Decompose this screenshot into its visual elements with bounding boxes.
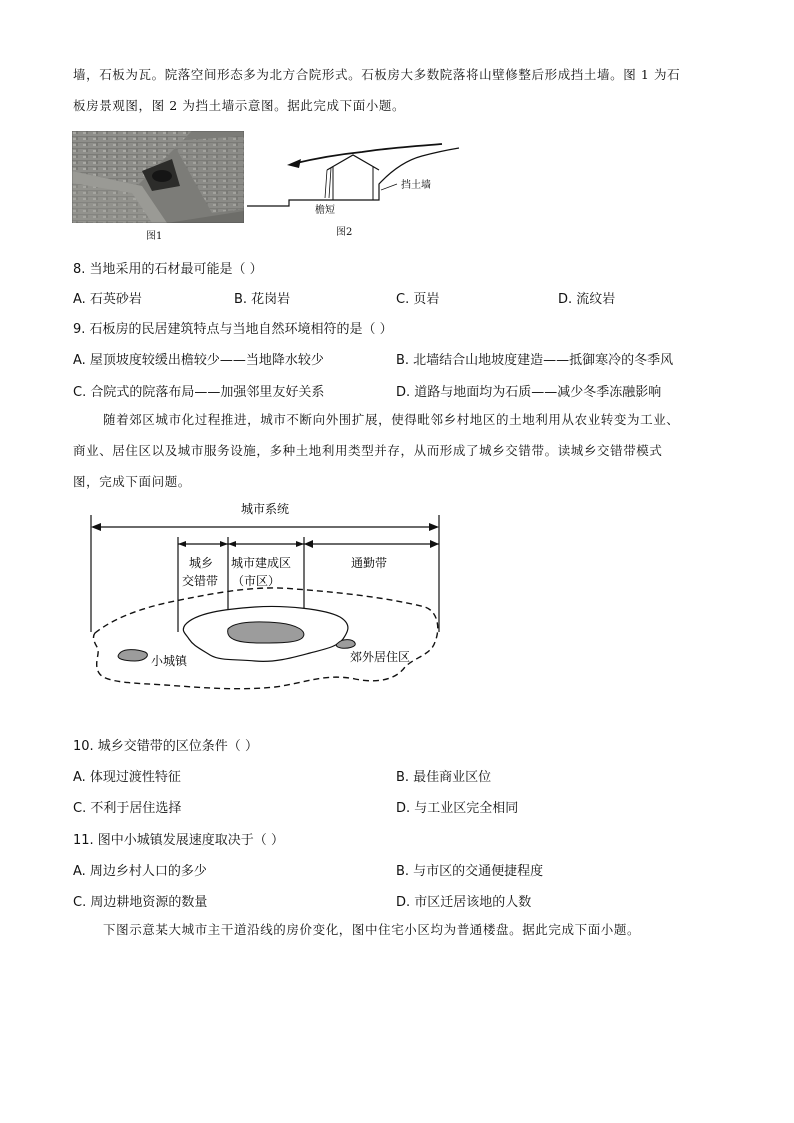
q10-option-c[interactable]: C. 不利于居住选择 <box>73 801 182 816</box>
q9-option-d[interactable]: D. 道路与地面均为石质——减少冬季冻融影响 <box>396 385 662 400</box>
intro2-line3: 图，完成下面问题。 <box>73 474 191 489</box>
figure2-label-wall: 挡土墙 <box>401 180 431 191</box>
q10-option-b[interactable]: B. 最佳商业区位 <box>396 770 492 785</box>
diagram-built-up-label-1: 城市建成区 <box>231 556 292 570</box>
figure1-photo <box>72 131 244 223</box>
q11-stem: 11. 图中小城镇发展速度取决于（ ） <box>73 833 284 848</box>
q10-option-d[interactable]: D. 与工业区完全相同 <box>396 801 519 816</box>
intro1-line2: 板房景观图，图 2 为挡土墙示意图。据此完成下面小题。 <box>73 98 406 113</box>
diagram-suburb-label: 郊外居住区 <box>350 650 411 664</box>
q8-option-b[interactable]: B. 花岗岩 <box>234 292 291 307</box>
q9-option-a[interactable]: A. 屋顶坡度较缓出檐较少——当地降水较少 <box>73 353 324 368</box>
figure1-caption: 图1 <box>146 231 163 242</box>
q11-option-a[interactable]: A. 周边乡村人口的多少 <box>73 864 207 879</box>
q9-option-c[interactable]: C. 合院式的院落布局——加强邻里友好关系 <box>73 385 325 400</box>
intro3-line1: 下图示意某大城市主干道沿线的房价变化，图中住宅小区均为普通楼盘。据此完成下面小题。 <box>103 922 641 937</box>
q11-option-b[interactable]: B. 与市区的交通便捷程度 <box>396 864 544 879</box>
q11-option-c[interactable]: C. 周边耕地资源的数量 <box>73 895 208 910</box>
q9-stem: 9. 石板房的民居建筑特点与当地自然环境相符的是（ ） <box>73 322 393 337</box>
q8-stem: 8. 当地采用的石材最可能是（ ） <box>73 262 263 277</box>
q8-option-c[interactable]: C. 页岩 <box>396 292 440 307</box>
q10-option-a[interactable]: A. 体现过渡性特征 <box>73 770 181 785</box>
intro1-line1: 墙，石板为瓦。院落空间形态多为北方合院形式。石板房大多数院落将山壁修整后形成挡土墙。图 1 为石 <box>73 67 681 82</box>
q8-option-a[interactable]: A. 石英砂岩 <box>73 292 142 307</box>
diagram-built-up-label-2: （市区） <box>232 574 281 588</box>
figure2-label-eave: 檐短 <box>315 205 335 216</box>
diagram-commuter-label: 通勤带 <box>351 556 388 570</box>
q11-option-d[interactable]: D. 市区迁居该地的人数 <box>396 895 532 910</box>
figure2-caption: 图2 <box>336 227 353 238</box>
q9-option-b[interactable]: B. 北墙结合山地坡度建造——抵御寒冷的冬季风 <box>396 353 674 368</box>
diagram-city-system: 城市系统 <box>241 502 290 516</box>
q8-option-d[interactable]: D. 流纹岩 <box>558 292 616 307</box>
diagram-small-town-label: 小城镇 <box>151 654 188 668</box>
diagram-rural-urban-label-2: 交错带 <box>182 574 219 588</box>
intro2-line1: 随着郊区城市化过程推进，城市不断向外围扩展，使得毗邻乡村地区的土地利用从农业转变为工业、 <box>103 412 680 427</box>
diagram-rural-urban-label-1: 城乡 <box>189 556 214 570</box>
intro2-line2: 商业、居住区以及城市服务设施，多种土地利用类型并存，从而形成了城乡交错带。读城乡交错带模式 <box>73 443 663 458</box>
q10-stem: 10. 城乡交错带的区位条件（ ） <box>73 739 258 754</box>
figure2-diagram <box>247 140 462 222</box>
rural-urban-diagram <box>85 497 447 702</box>
